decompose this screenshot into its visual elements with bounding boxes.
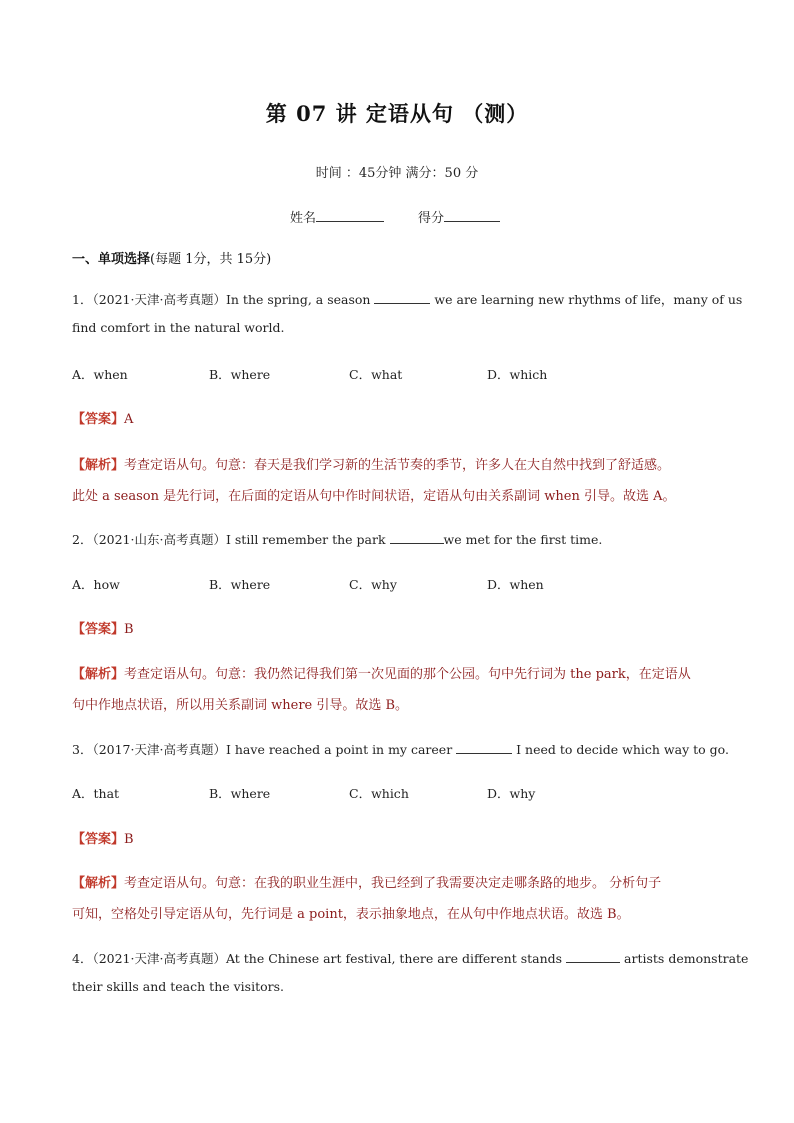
option-a: A．how	[72, 577, 120, 592]
option-c: C．why	[349, 577, 397, 592]
question-stem: I still remember the park	[225, 532, 386, 547]
option-b: B．where	[209, 367, 271, 382]
question-number: 4．	[72, 951, 93, 966]
question-stem: I need to decide which way to go.	[516, 742, 729, 757]
analysis-1-line-1	[72, 454, 670, 473]
score-blank	[444, 211, 500, 222]
analysis-tag: 【解析】	[72, 876, 125, 891]
analysis-text: 考查定语从句。句意：我仍然记得我们第一次见面的那个公园。句中先行词为 the park，在定语从	[124, 667, 691, 682]
page-title: 第 07 讲 定语从句 （测）	[265, 101, 529, 126]
score-field	[418, 207, 500, 226]
answer-2	[72, 618, 134, 637]
option-a: A．that	[72, 786, 120, 801]
option-c: C．what	[349, 367, 403, 382]
answer-1	[72, 408, 133, 427]
exam-meta: 时间 ：45分钟 满分：50 分	[315, 166, 479, 181]
analysis-2-line-1	[72, 663, 691, 682]
question-number: 3．	[72, 742, 93, 757]
option-d: D．when	[487, 577, 544, 592]
analysis-3-line-2: 可知，空格处引导定语从句，先行词是 a point，表示抽象地点，在从句中作地点状语。故选 B。	[72, 907, 630, 922]
question-stem: artists demonstrate	[624, 951, 749, 966]
question-number: 1．	[72, 292, 93, 307]
question-source: （2021·天津·高考真题）	[92, 292, 226, 307]
answer-value: A	[124, 412, 134, 427]
answer-tag: 【答案】	[72, 622, 125, 637]
question-stem: we are learning new rhythms of life，many of us	[434, 292, 743, 307]
question-stem: we met for the first time.	[443, 532, 603, 547]
answer-blank	[390, 533, 444, 544]
name-label: 姓名	[290, 211, 317, 226]
name-field	[290, 207, 384, 226]
question-source: （2021·天津·高考真题）	[92, 951, 226, 966]
option-c: C．which	[349, 786, 409, 801]
score-label: 得分	[418, 211, 445, 226]
analysis-2-line-2: 句中作地点状语，所以用关系副词 where 引导。故选 B。	[72, 698, 409, 713]
question-stem: At the Chinese art festival, there are different stands	[225, 951, 563, 966]
answer-value: B	[124, 622, 134, 637]
option-d: D．why	[487, 786, 536, 801]
option-a: A．when	[72, 367, 128, 382]
section-title: 一、单项选择	[72, 252, 151, 267]
option-b: B．where	[209, 577, 271, 592]
section-heading	[72, 248, 271, 267]
answer-tag: 【答案】	[72, 832, 125, 847]
answer-value: B	[124, 832, 134, 847]
analysis-text: 考查定语从句。句意：春天是我们学习新的生活节奏的季节，许多人在大自然中找到了舒适感。	[124, 458, 671, 473]
answer-3	[72, 828, 134, 847]
name-blank	[316, 211, 384, 222]
option-b: B．where	[209, 786, 271, 801]
question-number: 2．	[72, 532, 93, 547]
analysis-tag: 【解析】	[72, 458, 125, 473]
analysis-1-line-2: 此处 a season 是先行词，在后面的定语从句中作时间状语，定语从句由关系副词 when 引导。故选 A。	[72, 489, 676, 504]
option-d: D．which	[487, 367, 548, 382]
answer-blank	[374, 293, 430, 304]
question-3-line-1	[72, 740, 729, 758]
question-1-line-2: find comfort in the natural world.	[72, 320, 285, 335]
answer-tag: 【答案】	[72, 412, 125, 427]
analysis-tag: 【解析】	[72, 667, 125, 682]
question-stem: I have reached a point in my career	[225, 742, 453, 757]
question-source: （2021·山东·高考真题）	[92, 532, 226, 547]
question-source: （2017·天津·高考真题）	[92, 742, 226, 757]
question-4-line-1	[72, 949, 748, 967]
question-2-line-1	[72, 530, 602, 548]
analysis-3-line-1	[72, 872, 661, 891]
question-stem: In the spring, a season	[225, 292, 371, 307]
question-4-line-2: their skills and teach the visitors.	[72, 979, 284, 994]
section-note: (每题 1分，共 15分)	[150, 252, 272, 267]
analysis-text: 考查定语从句。句意：在我的职业生涯中，我已经到了我需要决定走哪条路的地步。 分析句子	[124, 876, 662, 891]
answer-blank	[566, 952, 620, 963]
question-1-line-1	[72, 290, 742, 308]
answer-blank	[456, 743, 512, 754]
